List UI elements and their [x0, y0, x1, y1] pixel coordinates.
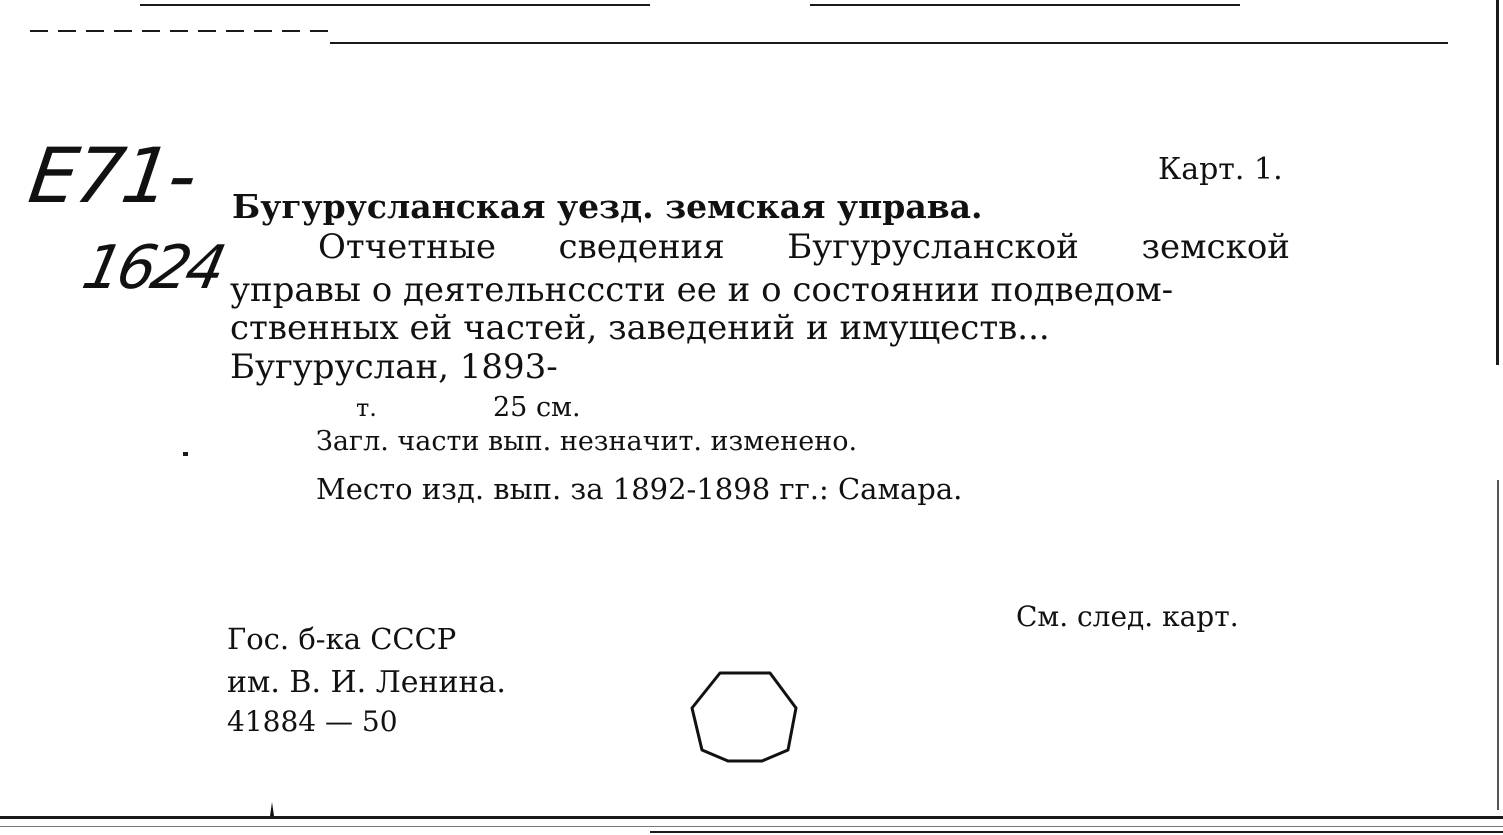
top-border-line-dashed — [30, 30, 330, 32]
print-run-number: 41884 — 50 — [227, 705, 398, 738]
library-name: Гос. б-ка СССР — [227, 622, 457, 656]
library-dedication: им. В. И. Ленина. — [227, 665, 506, 700]
description-line2: управы о деятельнсссти ее и о состоянии подведом- — [230, 270, 1174, 310]
description-line1 — [318, 227, 1290, 267]
shelfmark-line2: 1624 — [76, 233, 229, 303]
right-border-line — [1496, 0, 1499, 365]
description-word: Отчетные — [318, 227, 496, 267]
continuation-note: См. след. карт. — [1016, 600, 1239, 633]
volumes-label: т. — [356, 394, 377, 422]
bottom-border-line-lower — [650, 831, 1503, 833]
top-border-line — [330, 42, 1448, 44]
right-border-line-lower — [1497, 480, 1499, 810]
bottom-tick-mark — [262, 798, 292, 818]
bottom-border-line — [0, 816, 1503, 819]
stray-dot — [183, 452, 188, 456]
description-word: земской — [1141, 227, 1290, 267]
octagon-stamp — [688, 668, 802, 766]
shelfmark-line1: E71- — [23, 131, 201, 220]
bottom-border-line-thin — [0, 826, 1503, 827]
card-heading: Бугурусланская уезд. земская управа. — [232, 187, 983, 226]
description-word: Бугурусланской — [787, 227, 1079, 267]
card-number: Карт. 1. — [1158, 152, 1283, 187]
description-line4: Бугуруслан, 1893- — [230, 347, 558, 387]
note-2: Место изд. вып. за 1892-1898 гг.: Самара. — [316, 472, 963, 506]
description-line3: ственных ей частей, заведений и имуществ... — [230, 308, 1050, 348]
top-border-line-upper — [140, 4, 650, 6]
description-word: сведения — [558, 227, 725, 267]
note-1: Загл. части вып. незначит. изменено. — [316, 426, 858, 457]
top-border-line-upper-right — [810, 4, 1240, 6]
size-label: 25 см. — [493, 392, 581, 423]
